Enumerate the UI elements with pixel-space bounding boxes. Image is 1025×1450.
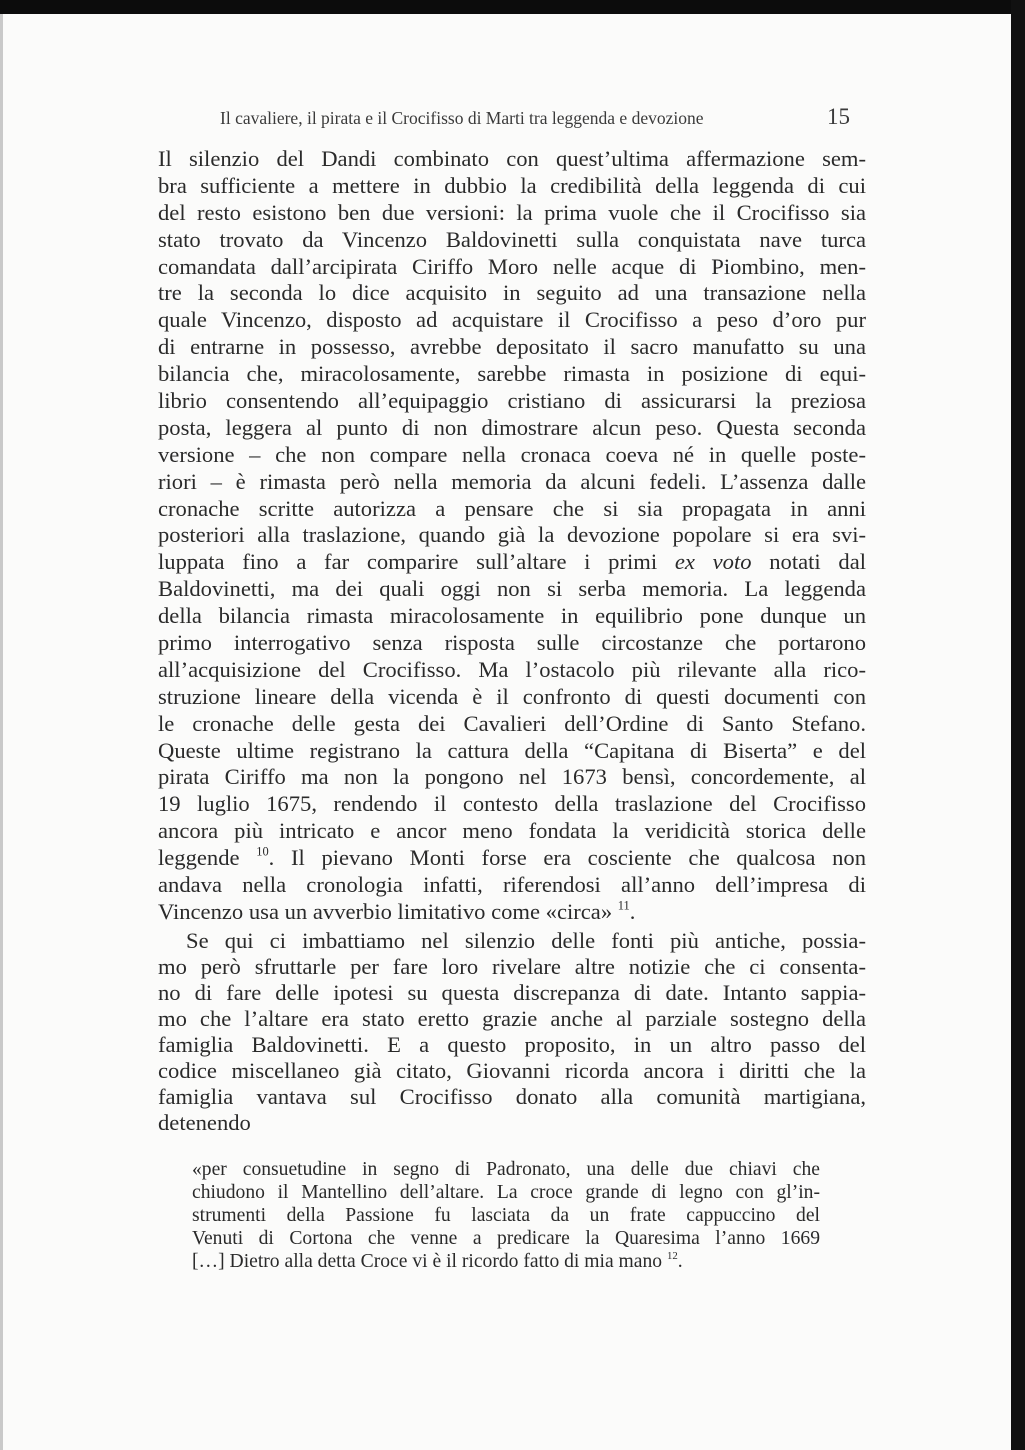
text-line: della bilancia rimasta miracolosamente in equilibrio pone dunque un [158, 603, 866, 629]
text-line: quale Vincenzo, disposto ad acquistare il Crocifisso a peso d’oro pur [158, 307, 866, 333]
text-line: primo interrogativo senza risposta sulle circostanze che portarono [158, 630, 866, 656]
running-title: Il cavaliere, il pirata e il Crocifisso di Marti tra leggenda e devozione [220, 108, 704, 128]
text-line: andava nella cronologia infatti, riferendosi all’anno dell’impresa di [158, 872, 866, 898]
scan-edge-left [0, 14, 3, 1450]
running-header [220, 104, 850, 130]
text-line: posta, leggera al punto di non dimostrare alcun peso. Questa seconda [158, 414, 866, 440]
text-segment: . [629, 898, 636, 924]
text-line: Venuti di Cortona che venne a predicare la Quaresima l’anno 1669 [192, 1228, 820, 1250]
text-line: mo che l’altare era stato eretto grazie anche al parziale sostegno della [158, 1006, 866, 1032]
text-line: versione – che non compare nella cronaca coeva né in quelle poste- [158, 441, 866, 467]
text-line: strumenti della Passione fu lasciata da un frate cappuccino del [192, 1204, 820, 1226]
text-line: chiudono il Mantellino dell’altare. La croce grande di legno con gl’in- [192, 1181, 820, 1203]
text-line: Queste ultime registrano la cattura della “Capitana di Biserta” e del [158, 737, 866, 763]
scan-border-top [0, 0, 1025, 14]
text-line: di entrarne in possesso, avrebbe depositato il sacro manufatto su una [158, 334, 866, 360]
text-line: struzione lineare della vicenda è il confronto di questi documenti con [158, 683, 866, 709]
text-line: no di fare delle ipotesi su questa discrepanza di date. Intanto sappia- [158, 980, 866, 1006]
text-line: stato trovato da Vincenzo Baldovinetti sulla conquistata nave turca [158, 226, 866, 252]
text-line: tre la seconda lo dice acquisito in seguito ad una transazione nella [158, 280, 866, 306]
footnote-ref: 11 [617, 898, 630, 913]
italic-text: ex voto [674, 549, 752, 575]
text-line: bilancia che, miracolosamente, sarebbe rimasta in posizione di equi- [158, 361, 866, 387]
footnote-ref: 10 [256, 844, 269, 859]
text-segment: leggende [158, 845, 257, 871]
text-line [158, 899, 866, 926]
text-column [158, 104, 866, 1274]
text-line: mo però sfruttarle per fare loro rivelare altre notizie che ci consenta- [158, 953, 866, 979]
text-segment: . [677, 1251, 683, 1273]
text-line: le cronache delle gesta dei Cavalieri dell’Ordine di Santo Stefano. [158, 710, 866, 736]
text-line: all’acquisizione del Crocifisso. Ma l’ostacolo più rilevante alla rico- [158, 656, 866, 682]
body-paragraph-2 [158, 928, 866, 1137]
text-segment: luppata fino a far comparire sull’altare i primi [158, 549, 675, 575]
text-line: codice miscellaneo già citato, Giovanni ricorda ancora i diritti che la [158, 1058, 866, 1084]
text-line: comandata dall’arcipirata Ciriffo Moro nelle acque di Piombino, men- [158, 253, 866, 279]
text-line [158, 549, 866, 576]
scan-border-right [1011, 0, 1025, 1450]
text-line: riori – è rimasta però nella memoria da alcuni fedeli. L’assenza dalle [158, 468, 866, 494]
text-line: del resto esistono ben due versioni: la prima vuole che il Crocifisso sia [158, 199, 866, 225]
text-segment: notati dal [751, 549, 866, 575]
text-line [158, 845, 866, 872]
text-line: famiglia Baldovinetti. E a questo proposito, in un altro passo del [158, 1032, 866, 1058]
text-line: Baldovinetti, ma dei quali oggi non si serba memoria. La leggenda [158, 576, 866, 602]
footnote-ref: 12 [667, 1250, 678, 1263]
text-line [192, 1250, 820, 1273]
text-segment: Vincenzo usa un avverbio limitativo come «circa» [158, 898, 618, 924]
text-line: Il silenzio del Dandi combinato con quest’ultima affermazione sem- [158, 146, 866, 171]
text-line: 19 luglio 1675, rendendo il contesto della traslazione del Crocifisso [158, 791, 866, 817]
text-line: famiglia vantava sul Crocifisso donato alla comunità martigiana, [158, 1084, 866, 1110]
text-line: pirata Ciriffo ma non la pongono nel 1673 bensì, concordemente, al [158, 764, 866, 790]
text-line: detenendo [158, 1110, 251, 1136]
body-paragraph-1 [158, 146, 866, 926]
text-segment: […] Dietro alla detta Croce vi è il ricordo fatto di mia mano [192, 1251, 667, 1273]
text-line: bra sufficiente a mettere in dubbio la credibilità della leggenda di cui [158, 172, 866, 198]
text-line: posteriori alla traslazione, quando già la devozione popolare si era svi- [158, 522, 866, 548]
text-line: cronache scritte autorizza a pensare che si sia propagata in anni [158, 495, 866, 521]
text-segment: . Il pievano Monti forse era cosciente che qualcosa non [268, 845, 866, 871]
text-line: Se qui ci imbattiamo nel silenzio delle fonti più antiche, possia- [186, 927, 866, 953]
text-line: librio consentendo all’equipaggio cristiano di assicurarsi la preziosa [158, 388, 866, 414]
page-number: 15 [827, 104, 850, 129]
text-line: ancora più intricato e ancor meno fondata la veridicità storica delle [158, 818, 866, 844]
block-quote [192, 1158, 820, 1274]
text-line: «per consuetudine in segno di Padronato, una delle due chiavi che [192, 1158, 820, 1180]
